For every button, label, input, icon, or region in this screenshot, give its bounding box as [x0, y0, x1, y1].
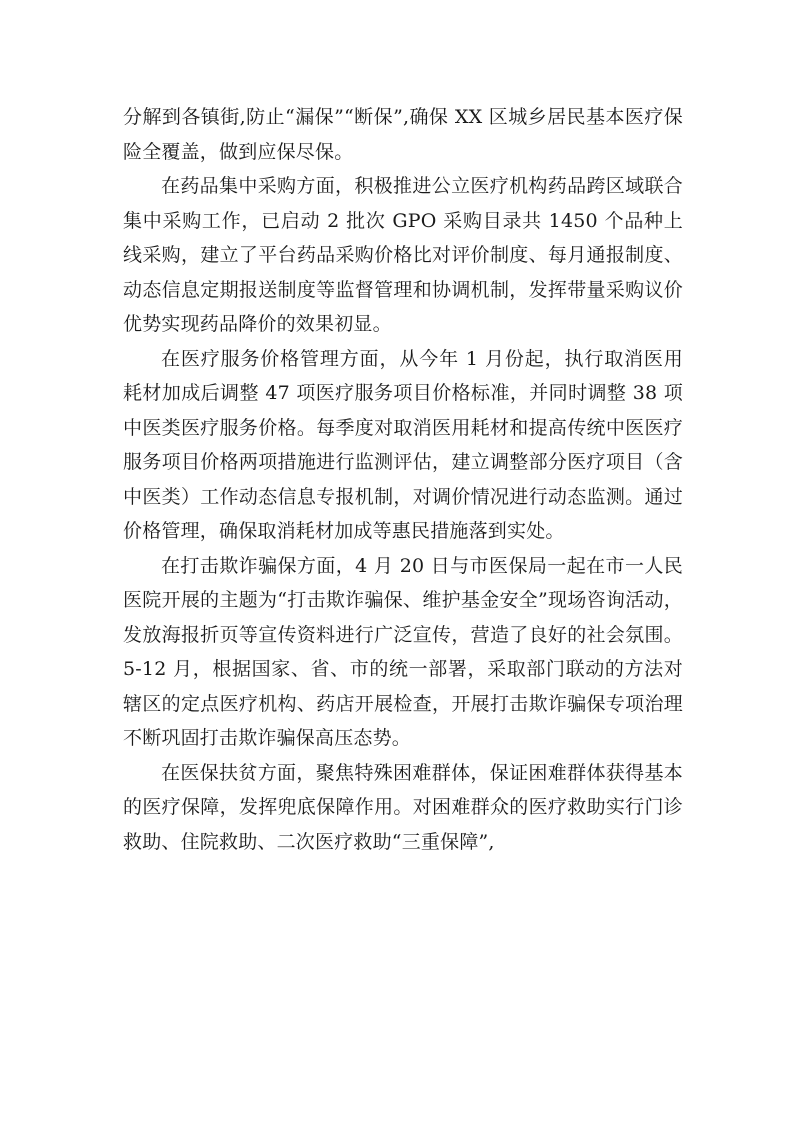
paragraph-coverage-continuation: 分解到各镇街,防止“漏保”“断保”,确保 XX 区城乡居民基本医疗保险全覆盖，做到应保尽保。	[123, 106, 683, 163]
paragraph-poverty-relief: 在医保扶贫方面，聚焦特殊困难群体，保证困难群体获得基本的医疗保障，发挥兜底保障作用。对困难群众的医疗救助实行门诊救助、住院救助、二次医疗救助“三重保障”,	[123, 761, 683, 853]
document-body	[123, 100, 683, 859]
paragraph-anti-fraud: 在打击欺诈骗保方面，4 月 20 日与市医保局一起在市一人民医院开展的主题为“打击欺诈骗保、维护基金安全”现场咨询活动，发放海报折页等宣传资料进行广泛宣传，营造了良好的社会氛围。5-12 月，根据国家、省、市的统一部署，采取部门联动的方法对辖区的定点医疗机构、药店开展检查，开展打击欺诈骗保专项治理不断巩固打击欺诈骗保高压态势。	[123, 554, 683, 749]
paragraph-service-pricing: 在医疗服务价格管理方面，从今年 1 月份起，执行取消医用耗材加成后调整 47 项医疗服务项目价格标准，并同时调整 38 项中医类医疗服务价格。每季度对取消医用耗材和提高传统中医医疗服务项目价格两项措施进行监测评估，建立调整部分医疗项目（含中医类）工作动态信息专报机制，对调价情况进行动态监测。通过价格管理，确保取消耗材加成等惠民措施落到实处。	[123, 347, 683, 542]
paragraph-drug-procurement: 在药品集中采购方面，积极推进公立医疗机构药品跨区域联合集中采购工作，已启动 2 批次 GPO 采购目录共 1450 个品种上线采购，建立了平台药品采购价格比对评价制度、每月通报制度、动态信息定期报送制度等监督管理和协调机制，发挥带量采购议价优势实现药品降价的效果初显。	[123, 175, 683, 335]
